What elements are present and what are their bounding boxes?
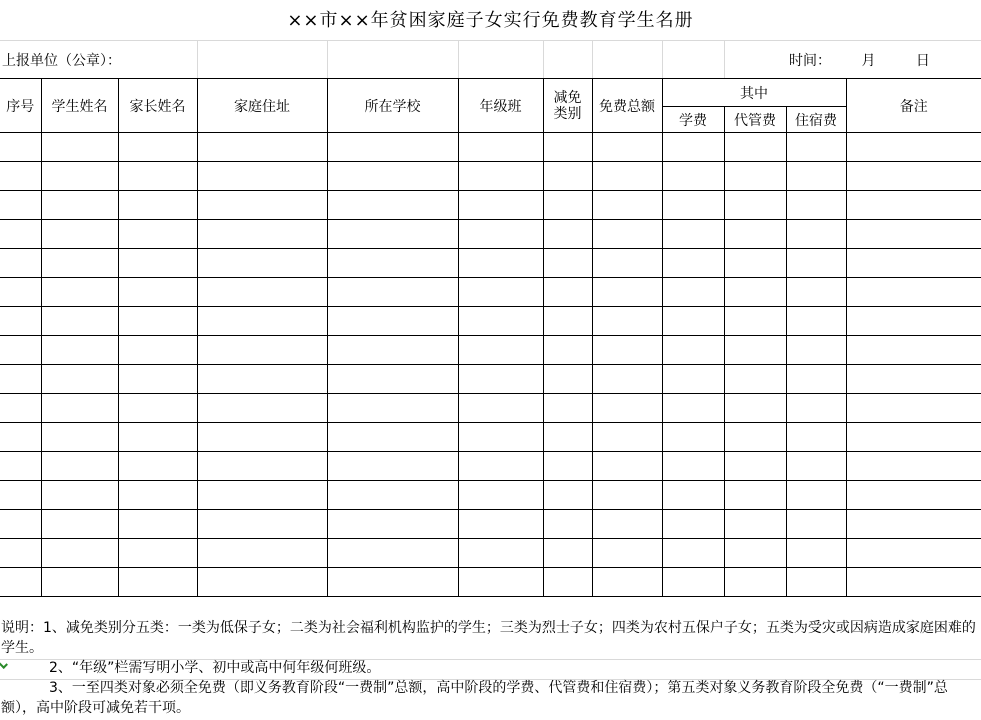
table-row <box>0 481 981 510</box>
header-parent-name: 家长姓名 <box>118 79 197 133</box>
table-cell[interactable] <box>41 394 118 423</box>
table-cell[interactable] <box>0 365 41 394</box>
table-cell[interactable] <box>0 249 41 278</box>
table-cell[interactable] <box>662 568 724 597</box>
header-among: 其中 <box>662 79 846 107</box>
table-cell[interactable] <box>327 162 458 191</box>
day-label: 日 <box>915 53 930 69</box>
table-cell[interactable] <box>724 423 786 452</box>
table-cell[interactable] <box>327 365 458 394</box>
table-cell[interactable] <box>543 249 592 278</box>
table-cell[interactable] <box>197 336 327 365</box>
table-row <box>0 162 981 191</box>
table-row <box>0 307 981 336</box>
table-cell[interactable] <box>0 162 41 191</box>
table-cell[interactable] <box>592 191 662 220</box>
header-exempt-type-line1: 减免 <box>553 89 582 106</box>
table-cell[interactable] <box>786 249 846 278</box>
table-cell[interactable] <box>543 452 592 481</box>
header-agency-fee: 代管费 <box>724 107 786 133</box>
table-cell[interactable] <box>0 133 41 162</box>
note-3: 3、一至四类对象必须全免费（即义务教育阶段“一费制”总额，高中阶段的学费、代管费和住宿费）；第五类对象义务教育阶段全免费（“一费制”总额），高中阶段可减免若干项。 <box>1 680 948 716</box>
table-row <box>0 191 981 220</box>
table-row <box>0 133 981 162</box>
table-cell[interactable] <box>458 452 543 481</box>
table-cell[interactable] <box>118 336 197 365</box>
table-cell[interactable] <box>724 539 786 568</box>
table-cell[interactable] <box>197 481 327 510</box>
table-cell[interactable] <box>41 220 118 249</box>
table-cell[interactable] <box>118 423 197 452</box>
table-row <box>0 510 981 539</box>
table-row <box>0 336 981 365</box>
table-cell[interactable] <box>197 220 327 249</box>
table-cell[interactable] <box>458 423 543 452</box>
table-cell[interactable] <box>786 481 846 510</box>
table-cell[interactable] <box>724 510 786 539</box>
table-cell[interactable] <box>458 365 543 394</box>
table-cell[interactable] <box>327 220 458 249</box>
table-cell[interactable] <box>846 452 981 481</box>
table-cell[interactable] <box>197 423 327 452</box>
table-cell[interactable] <box>724 336 786 365</box>
header-address: 家庭住址 <box>197 79 327 133</box>
table-cell[interactable] <box>724 365 786 394</box>
table-cell[interactable] <box>846 191 981 220</box>
table-cell[interactable] <box>458 307 543 336</box>
table-cell[interactable] <box>543 365 592 394</box>
table-cell[interactable] <box>543 220 592 249</box>
table-cell[interactable] <box>327 133 458 162</box>
table-cell[interactable] <box>118 394 197 423</box>
table-cell[interactable] <box>846 423 981 452</box>
table-cell[interactable] <box>724 452 786 481</box>
table-cell[interactable] <box>592 336 662 365</box>
table-cell[interactable] <box>327 336 458 365</box>
table-cell[interactable] <box>846 365 981 394</box>
table-cell[interactable] <box>41 423 118 452</box>
table-cell[interactable] <box>592 307 662 336</box>
table-cell[interactable] <box>0 336 41 365</box>
table-cell[interactable] <box>458 162 543 191</box>
document-title: ××市××年贫困家庭子女实行免费教育学生名册 <box>287 10 694 31</box>
table-cell[interactable] <box>786 365 846 394</box>
table-cell[interactable] <box>41 452 118 481</box>
table-cell[interactable] <box>41 307 118 336</box>
table-cell[interactable] <box>846 394 981 423</box>
table-cell[interactable] <box>543 423 592 452</box>
table-cell[interactable] <box>327 191 458 220</box>
table-row <box>0 568 981 597</box>
table-cell[interactable] <box>458 249 543 278</box>
table-row <box>0 423 981 452</box>
table-cell[interactable] <box>458 568 543 597</box>
table-cell[interactable] <box>786 191 846 220</box>
table-cell[interactable] <box>41 133 118 162</box>
header-student-name: 学生姓名 <box>41 79 118 133</box>
table-cell[interactable] <box>786 539 846 568</box>
table-cell[interactable] <box>543 568 592 597</box>
table-cell[interactable] <box>543 394 592 423</box>
table-cell[interactable] <box>0 220 41 249</box>
table-cell[interactable] <box>786 394 846 423</box>
table-cell[interactable] <box>662 336 724 365</box>
table-cell[interactable] <box>327 278 458 307</box>
table-cell[interactable] <box>592 539 662 568</box>
table-cell[interactable] <box>724 220 786 249</box>
table-cell[interactable] <box>662 394 724 423</box>
table-cell[interactable] <box>118 539 197 568</box>
table-cell[interactable] <box>592 278 662 307</box>
header-seq: 序号 <box>0 79 41 133</box>
table-cell[interactable] <box>724 162 786 191</box>
table-cell[interactable] <box>118 162 197 191</box>
table-cell[interactable] <box>543 133 592 162</box>
table-cell[interactable] <box>846 539 981 568</box>
table-cell[interactable] <box>846 162 981 191</box>
table-cell[interactable] <box>41 510 118 539</box>
table-cell[interactable] <box>724 568 786 597</box>
table-cell[interactable] <box>458 539 543 568</box>
table-cell[interactable] <box>846 336 981 365</box>
table-cell[interactable] <box>41 481 118 510</box>
table-cell[interactable] <box>0 452 41 481</box>
table-cell[interactable] <box>0 423 41 452</box>
table-cell[interactable] <box>662 423 724 452</box>
table-cell[interactable] <box>118 481 197 510</box>
table-cell[interactable] <box>327 510 458 539</box>
table-cell[interactable] <box>458 278 543 307</box>
table-cell[interactable] <box>662 249 724 278</box>
table-cell[interactable] <box>662 278 724 307</box>
table-cell[interactable] <box>197 539 327 568</box>
header-school: 所在学校 <box>327 79 458 133</box>
table-cell[interactable] <box>786 568 846 597</box>
table-cell[interactable] <box>592 220 662 249</box>
table-cell[interactable] <box>662 539 724 568</box>
table-cell[interactable] <box>724 249 786 278</box>
table-cell[interactable] <box>118 249 197 278</box>
table-cell[interactable] <box>724 133 786 162</box>
header-lodging: 住宿费 <box>786 107 846 133</box>
table-cell[interactable] <box>724 191 786 220</box>
table-row <box>0 365 981 394</box>
table-cell[interactable] <box>846 249 981 278</box>
table-cell[interactable] <box>786 336 846 365</box>
table-cell[interactable] <box>197 510 327 539</box>
header-tuition: 学费 <box>662 107 724 133</box>
table-cell[interactable] <box>118 220 197 249</box>
table-cell[interactable] <box>592 452 662 481</box>
table-cell[interactable] <box>724 307 786 336</box>
table-cell[interactable] <box>118 278 197 307</box>
table-cell[interactable] <box>662 162 724 191</box>
table-cell[interactable] <box>0 481 41 510</box>
table-cell[interactable] <box>197 162 327 191</box>
table-cell[interactable] <box>197 133 327 162</box>
table-cell[interactable] <box>197 452 327 481</box>
header-exempt-type <box>543 79 592 133</box>
table-row <box>0 539 981 568</box>
table-cell[interactable] <box>458 336 543 365</box>
table-cell[interactable] <box>41 568 118 597</box>
notes-section <box>1 618 976 718</box>
table-cell[interactable] <box>197 191 327 220</box>
table-cell[interactable] <box>662 452 724 481</box>
note-2: 2、“年级”栏需写明小学、初中或高中何年级何班级。 <box>49 660 381 676</box>
table-cell[interactable] <box>592 249 662 278</box>
table-cell[interactable] <box>41 162 118 191</box>
table-cell[interactable] <box>592 568 662 597</box>
table-cell[interactable] <box>846 568 981 597</box>
table-cell[interactable] <box>197 307 327 336</box>
table-cell[interactable] <box>846 278 981 307</box>
table-cell[interactable] <box>118 365 197 394</box>
table-cell[interactable] <box>41 336 118 365</box>
table-cell[interactable] <box>458 510 543 539</box>
header-remarks: 备注 <box>846 79 981 133</box>
table-cell[interactable] <box>327 568 458 597</box>
table-cell[interactable] <box>0 191 41 220</box>
table-cell[interactable] <box>846 510 981 539</box>
table-cell[interactable] <box>41 539 118 568</box>
table-cell[interactable] <box>786 133 846 162</box>
table-cell[interactable] <box>327 249 458 278</box>
table-cell[interactable] <box>327 539 458 568</box>
table-cell[interactable] <box>846 133 981 162</box>
table-cell[interactable] <box>0 307 41 336</box>
table-cell[interactable] <box>662 481 724 510</box>
table-cell[interactable] <box>786 510 846 539</box>
table-cell[interactable] <box>592 162 662 191</box>
table-cell[interactable] <box>118 510 197 539</box>
table-cell[interactable] <box>0 539 41 568</box>
table-cell[interactable] <box>197 249 327 278</box>
table-cell[interactable] <box>592 510 662 539</box>
table-row <box>0 452 981 481</box>
table-cell[interactable] <box>662 133 724 162</box>
table-cell[interactable] <box>0 278 41 307</box>
table-cell[interactable] <box>327 307 458 336</box>
table-cell[interactable] <box>592 423 662 452</box>
table-cell[interactable] <box>197 394 327 423</box>
table-cell[interactable] <box>543 307 592 336</box>
table-cell[interactable] <box>592 365 662 394</box>
table-cell[interactable] <box>118 191 197 220</box>
table-cell[interactable] <box>786 452 846 481</box>
table-cell[interactable] <box>327 423 458 452</box>
table-cell[interactable] <box>458 481 543 510</box>
table-cell[interactable] <box>846 307 981 336</box>
table-cell[interactable] <box>846 481 981 510</box>
month-label: 月 <box>861 53 876 69</box>
table-cell[interactable] <box>458 191 543 220</box>
table-cell[interactable] <box>118 133 197 162</box>
student-register-table <box>0 78 981 597</box>
table-cell[interactable] <box>662 365 724 394</box>
table-cell[interactable] <box>592 133 662 162</box>
table-cell[interactable] <box>662 191 724 220</box>
table-cell[interactable] <box>41 278 118 307</box>
table-cell[interactable] <box>327 452 458 481</box>
table-cell[interactable] <box>662 510 724 539</box>
table-row <box>0 394 981 423</box>
table-cell[interactable] <box>662 220 724 249</box>
note-1: 说明：1、减免类别分五类：一类为低保子女；二类为社会福利机构监护的学生；三类为烈士子女；四类为农村五保户子女；五类为受灾或因病造成家庭困难的学生。 <box>1 620 976 656</box>
table-cell[interactable] <box>786 423 846 452</box>
table-body <box>0 133 981 597</box>
table-row <box>0 249 981 278</box>
table-cell[interactable] <box>724 394 786 423</box>
table-cell[interactable] <box>41 365 118 394</box>
table-cell[interactable] <box>592 481 662 510</box>
table-cell[interactable] <box>786 162 846 191</box>
table-cell[interactable] <box>592 394 662 423</box>
header-row-top <box>0 79 981 107</box>
table-cell[interactable] <box>458 220 543 249</box>
table-row <box>0 220 981 249</box>
table-cell[interactable] <box>0 568 41 597</box>
table-cell[interactable] <box>458 133 543 162</box>
table-row <box>0 278 981 307</box>
table-cell[interactable] <box>197 365 327 394</box>
table-cell[interactable] <box>543 162 592 191</box>
table-cell[interactable] <box>197 568 327 597</box>
table-cell[interactable] <box>197 278 327 307</box>
table-cell[interactable] <box>724 278 786 307</box>
table-cell[interactable] <box>846 220 981 249</box>
table-cell[interactable] <box>0 394 41 423</box>
table-cell[interactable] <box>543 510 592 539</box>
table-cell[interactable] <box>543 191 592 220</box>
table-cell[interactable] <box>41 249 118 278</box>
table-cell[interactable] <box>543 278 592 307</box>
table-cell[interactable] <box>786 307 846 336</box>
table-cell[interactable] <box>118 452 197 481</box>
table-cell[interactable] <box>786 278 846 307</box>
header-grade-class: 年级班 <box>458 79 543 133</box>
table-cell[interactable] <box>0 510 41 539</box>
table-cell[interactable] <box>724 481 786 510</box>
table-cell[interactable] <box>662 307 724 336</box>
date-line <box>789 50 936 70</box>
table-cell[interactable] <box>118 568 197 597</box>
table-cell[interactable] <box>458 394 543 423</box>
header-exempt-type-line2: 类别 <box>553 105 582 122</box>
table-cell[interactable] <box>786 220 846 249</box>
table-cell[interactable] <box>41 191 118 220</box>
table-cell[interactable] <box>543 336 592 365</box>
table-cell[interactable] <box>543 481 592 510</box>
reporting-unit-label: 上报单位（公章）： <box>2 53 121 69</box>
table-cell[interactable] <box>327 481 458 510</box>
table-cell[interactable] <box>543 539 592 568</box>
table-cell[interactable] <box>118 307 197 336</box>
time-label: 时间： <box>789 53 831 69</box>
header-total: 免费总额 <box>592 79 662 133</box>
table-cell[interactable] <box>327 394 458 423</box>
